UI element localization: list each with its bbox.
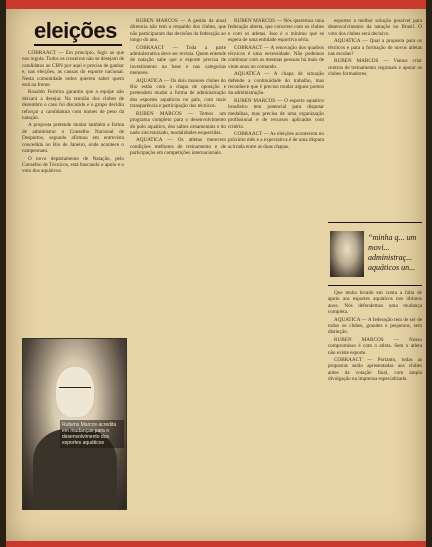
paragraph: AQUATICA — A chapa de situação defende a continuidade do trabalho, mas reconhece que é preciso mudar alguns pontos da administração. — [228, 71, 324, 97]
text-column-2 — [130, 18, 226, 518]
top-red-bar — [6, 0, 426, 9]
paragraph: RUBEN MARCOS — Temos um programa completo para o desenvolvimento do polo aquático, dos saltos ornamentais e do nado sincronizado, modalidades esquecidas. — [130, 110, 226, 136]
article-title: eleições — [34, 18, 117, 43]
paragraph: RUBEN MARCOS — O esporte aquático brasileiro tem potencial para disputar medalhas, mas precisa de uma organização profissional e de recursos aplicados com critério. — [228, 97, 324, 130]
paragraph: A proposta pretende mudar também a forma de administrar o Conselho Nacional de Desportos, segundo afirmou em entrevista concedida no Rio de Janeiro, onde acontece o campeonato. — [22, 122, 124, 155]
paragraph: Rosaldo Ferreira garantiu que a equipe não deixará a desejar. Na reunião dos clubes de dezembro o caso foi discutido e o grupo decidiu reforçar a candidatura com nomes de peso da natação. — [22, 89, 124, 122]
paragraph: COBRAACT — A renovação dos quadros técnicos é uma necessidade. Não podemos continuar com as mesmas pessoas há mais de vinte anos no comando. — [228, 44, 324, 70]
newspaper-page — [6, 0, 426, 547]
paragraph: RUBEN MARCOS — Nós queremos uma federação aberta, que converse com os clubes e com os atletas. Isso é o mínimo que se espera de uma entidade esportiva séria. — [228, 18, 324, 44]
paragraph: esportes a melhor solução possível para desenvolvimento da natação no Brasil. O voto dos clubes será decisivo. — [328, 18, 422, 37]
pull-quote-box — [328, 222, 422, 286]
text-column-3 — [228, 18, 324, 518]
paragraph: Que tenha levado em conta a falta de apoio aos esportes aquáticos nos últimos anos. Nós defendemos uma mudança completa. — [328, 290, 422, 316]
photo-caption: Rubens Marcos acredita em mudanças para o desenvolvimento dos esportes aquáticos — [60, 420, 124, 448]
paragraph: AQUATICA — Os dois maiores clubes do Rio estão com a chapa de oposição e pretendem mudar a forma de administração dos esportes aquáticos no país, com mais transparência e participação dos técnicos. — [130, 77, 226, 110]
glasses-icon — [59, 387, 91, 395]
paragraph: AQUATICA — A federação tem de ser de todos os clubes, grandes e pequenos, sem distinção. — [328, 316, 422, 336]
paragraph: RUBEN MARCOS — A gestão da atual diretoria não tem o respaldo dos clubes, que não participaram das decisões da federação ao longo do ano. — [130, 18, 226, 44]
paragraph: RUBEN MARCOS — Nosso compromisso é com o atleta. Sem o atleta não existe esporte. — [328, 336, 422, 356]
bottom-red-bar — [6, 541, 426, 547]
text-column-4 — [328, 18, 422, 218]
text-column-4-lower — [328, 290, 422, 520]
title-underline — [34, 44, 122, 46]
paragraph: COBRAACT — Portanto, todas as propostas serão apresentadas aos clubes antes da votação final, com ampla divulgação na imprensa especializada. — [328, 357, 422, 383]
quote-portrait-photo — [330, 231, 364, 277]
paragraph: COBRAACT — Toda a parte administrativa deve ser revista. Quem entende de natação sabe que o esporte precisa de investimento na base e nas categorias menores. — [130, 44, 226, 77]
pull-quote: “minha q... um movi... administraç... aquáticos un... — [368, 233, 417, 272]
text-column-1 — [22, 50, 124, 332]
paragraph: COBRAACT — Em princípio, fugir ao que nos regula. Todos os cruzeiros não se desejam de candidatos ao CBN por aqui e precisa de ganhar e, nas eleições, as causas do esporte nacional. Nesta comunidade todos querem saber quem está na frente. — [22, 50, 124, 89]
paragraph: AQUATICA — Os atletas merecem condições melhores de treinamento e de participação em competições internacionais. — [130, 137, 226, 157]
paragraph: COBRAACT — As eleições acontecem no próximo mês e a expectativa é de uma disputa acirrada entre as duas chapas. — [228, 130, 324, 150]
paragraph: O novo departamento de Natação, pelo Conselho de Técnicos, está buscando o apoio e o voto dos aquáticos. — [22, 155, 124, 175]
paragraph: RUBEN MARCOS — Vamos criar centros de treinamento regionais e apoiar os clubes formadores. — [328, 58, 422, 78]
paragraph: AQUATICA — Qual a proposta para os técnicos e para a formação de novos atletas nas escolas? — [328, 38, 422, 58]
